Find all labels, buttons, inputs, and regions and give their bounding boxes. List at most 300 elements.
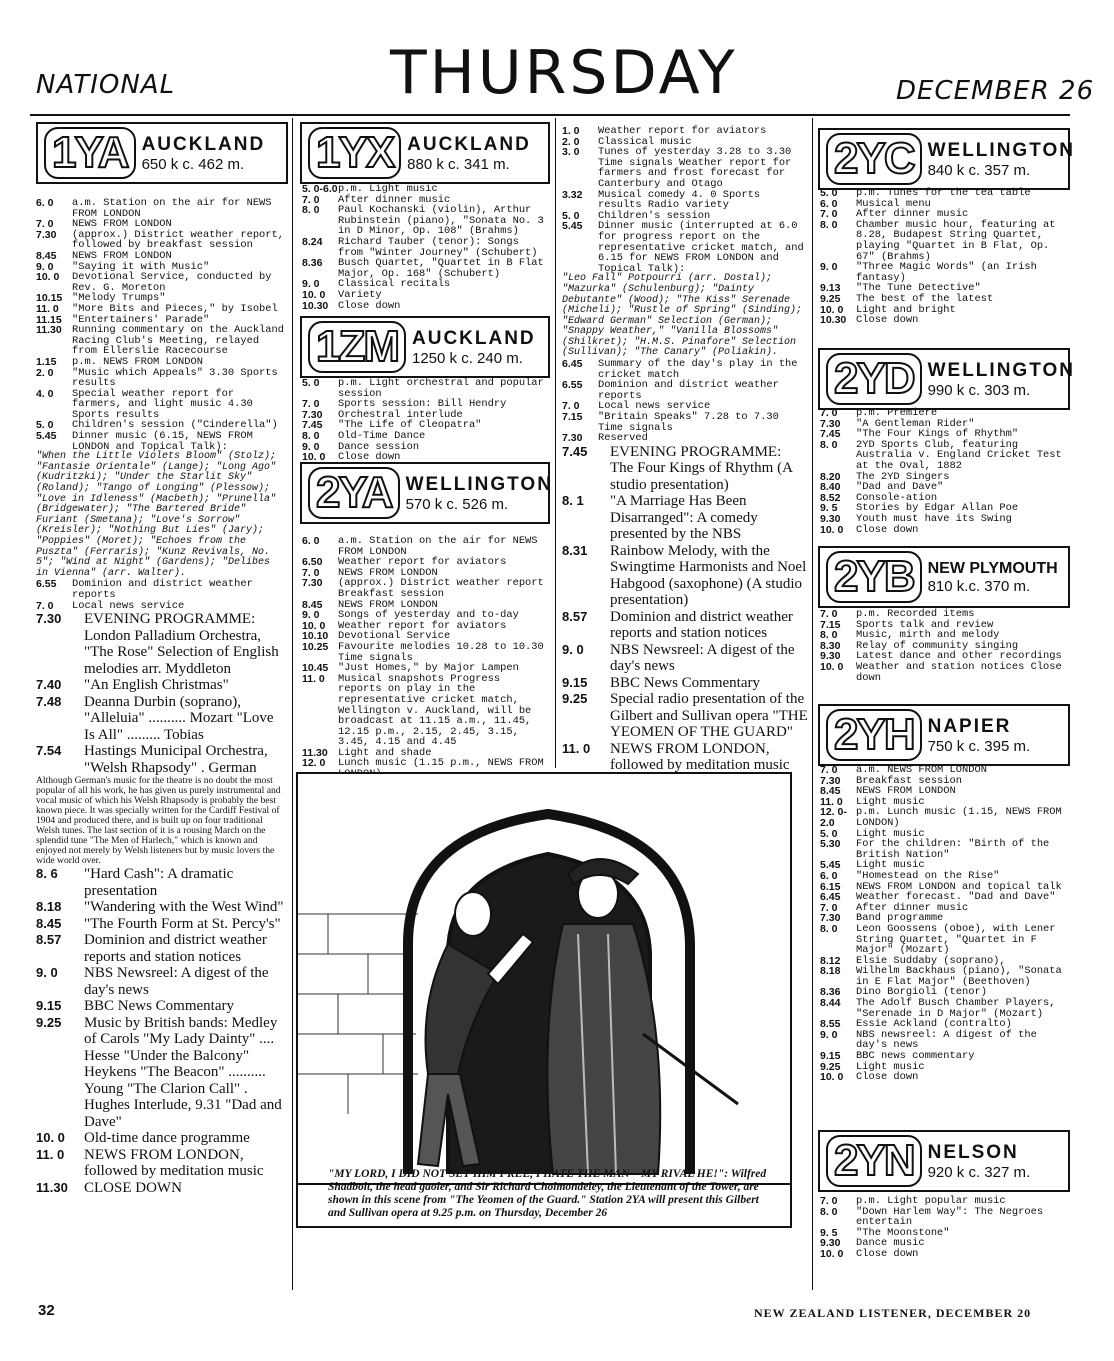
station-city: NEW PLYMOUTH	[927, 559, 1058, 577]
station-city: WELLINGTON	[927, 139, 1075, 161]
schedule-time: 9.15	[820, 1050, 841, 1063]
schedule-description: "The Tune Detective"	[856, 282, 981, 295]
column-divider	[292, 118, 293, 1290]
station-logo: 2YC	[826, 133, 922, 185]
schedule-item	[302, 290, 548, 301]
schedule-description: (approx.) District weather report, followed by breakfast session	[72, 228, 285, 252]
schedule-time: 9.15	[36, 998, 62, 1014]
schedule-item	[36, 325, 286, 357]
schedule-time: 7.30	[820, 912, 841, 925]
schedule-description: BBC News Commentary	[84, 998, 234, 1015]
schedule-item	[36, 611, 286, 677]
schedule-time: 8. 0	[820, 922, 838, 935]
schedule-time: 8. 0	[302, 204, 320, 217]
schedule-time: 8. 0	[820, 629, 838, 642]
schedule-description: "A Marriage Has Been Disarranged": A comedy presented by the NBS	[610, 493, 758, 543]
schedule-description: Dominion and district weather reports	[72, 578, 253, 601]
station-logo: 1ZM	[308, 321, 406, 373]
schedule-item	[820, 315, 1068, 326]
station-frequency: 810 k.c. 370 m.	[927, 577, 1031, 595]
schedule-description: "Homestead on the Rise"	[856, 869, 1000, 882]
schedule-description: Weather report for aviators	[338, 619, 507, 632]
schedule-time: 10. 0	[820, 523, 844, 536]
schedule-item	[562, 675, 808, 692]
schedule-time: 7.48	[36, 693, 62, 709]
schedule-item	[562, 147, 808, 189]
schedule-item	[36, 368, 286, 389]
schedule-time: 9. 5	[820, 1226, 838, 1239]
schedule-time: 12. 0-2.0	[820, 806, 847, 829]
note-paragraph: "Leo Fall" Potpourri (arr. Dostal); "Mazurka" (Schulenburg); "Dainty Debutante" (Wood); "The Kiss" Serenade (Micheli); "Rustle of Spring" (Sinding); "Edward German" Selection (German); "Snappy Weather," "Vanilla Blossoms" (Shilkret); "H.M.S. Pinafore" Selection (Sullivan); "The Canary" (Poliakin).	[562, 273, 803, 359]
schedule-description: "A Gentleman Rider"	[856, 417, 975, 430]
schedule-description: Dominion and district weather reports	[598, 379, 779, 402]
schedule-item	[562, 642, 808, 675]
schedule-description: Leon Goossens (oboe), with Lener String Quartet, "Quartet in F Major" (Mozart)	[856, 922, 1056, 957]
schedule-time: 9. 5	[820, 502, 838, 515]
schedule-time: 11. 0	[36, 302, 59, 315]
schedule-time: 8. 0	[302, 429, 320, 442]
schedule-item	[302, 578, 548, 599]
schedule-description: Weather and station notices Close down	[856, 660, 1062, 684]
note-paragraph: Although German's music for the theatre is no doubt the most popular of all his work, he has given us purely instrumental and vocal music of which his Welsh Rhapsody is probably the best known piece. It was specially written for the Cardiff Festival of 1904 and produced there, and is built up on four traditional Welsh tunes. The last section of it is a rousing March on the splendid tune "The Men of Harlech," which is known and enjoyed not merely by Welsh listeners but by music lovers the wide world over.	[36, 775, 281, 867]
station-2ya-schedule-continued	[562, 126, 808, 790]
schedule-description: Rainbow Melody, with the Swingtime Harmonists and Noel Habgood (saxophone) (A studio presentation)	[610, 542, 807, 609]
schedule-description: "The Life of Cleopatra"	[338, 419, 482, 432]
schedule-description: Children's session	[598, 209, 711, 222]
schedule-description: Close down	[338, 299, 401, 312]
schedule-time: 7. 0	[302, 193, 320, 206]
schedule-description: NEWS FROM LONDON, followed by meditation music	[610, 740, 790, 774]
station-city: AUCKLAND	[141, 133, 266, 155]
schedule-time: 7. 0	[820, 764, 838, 776]
station-2yh-header	[818, 704, 1070, 766]
schedule-item	[820, 514, 1068, 525]
schedule-item	[36, 998, 286, 1015]
schedule-description: Special weather report for farmers, and light music 4.30 Sports results	[72, 387, 253, 421]
schedule-description: After dinner music	[856, 208, 969, 221]
schedule-time: 9.30	[820, 1237, 841, 1250]
schedule-item	[820, 1207, 1068, 1228]
schedule-description: Weather forecast. "Dad and Dave"	[856, 891, 1056, 904]
schedule-item	[302, 642, 548, 663]
schedule-description: Console-ation	[856, 491, 938, 504]
schedule-description: NBS Newsreel: A digest of the day's news	[84, 965, 269, 998]
schedule-description: p.m. Light orchestral and popular session	[338, 377, 544, 400]
schedule-time: 10. 0	[820, 303, 844, 316]
schedule-description: Light music	[856, 827, 925, 840]
station-frequency: 840 k c. 357 m.	[927, 161, 1031, 179]
schedule-time: 7. 0	[820, 208, 838, 221]
station-2yc-header	[818, 128, 1075, 190]
schedule-time: 7.45	[820, 428, 841, 441]
schedule-time: 3. 0	[562, 146, 580, 159]
schedule-description: Dinner music (interrupted at 6.0 for progress report on the representative cricket match, and 6.15 for NEWS FROM LONDON and Topical Talk):	[598, 220, 804, 275]
schedule-time: 6.50	[302, 556, 323, 569]
station-2yh-schedule	[820, 765, 1068, 1083]
schedule-description: Tunes of yesterday 3.28 to 3.30 Time signals Weather report for farmers and frost forecast for Canterbury and Otago	[598, 146, 792, 190]
schedule-description: Elsie Suddaby (soprano),	[856, 954, 1006, 967]
schedule-time: 7.30	[36, 228, 57, 241]
schedule-time: 5.45	[562, 220, 583, 233]
schedule-time: 7. 0	[36, 218, 54, 231]
schedule-item	[562, 380, 808, 401]
schedule-time: 11. 0	[562, 740, 591, 756]
schedule-description: NEWS FROM LONDON	[856, 785, 956, 798]
schedule-description: NBS newsreel: A digest of the day's news	[856, 1028, 1037, 1052]
schedule-time: 10.15	[36, 292, 63, 305]
schedule-time: 10. 0	[302, 451, 326, 464]
schedule-time: 5. 0	[820, 827, 838, 840]
schedule-time: 7. 0	[820, 901, 838, 914]
station-city: AUCKLAND	[407, 133, 531, 155]
station-frequency: 650 k c. 462 m.	[141, 155, 245, 173]
schedule-time: 7.30	[302, 577, 323, 590]
schedule-item	[302, 258, 548, 279]
schedule-time: 10.45	[302, 662, 329, 675]
schedule-description: Dance music	[856, 1237, 925, 1250]
schedule-description: "The Four Kings of Rhythm"	[856, 428, 1019, 441]
schedule-item	[562, 609, 808, 642]
schedule-description: Dominion and district weather reports and station notices	[610, 608, 793, 642]
schedule-description: Deanna Durbin (soprano), "Alleluia" .......... Mozart "Love Is All" ......... Tobias	[84, 693, 274, 743]
schedule-time: 8.30	[820, 639, 841, 652]
schedule-description: a.m. Station on the air for NEWS FROM LONDON	[72, 197, 272, 220]
schedule-description: a.m. NEWS FROM LONDON	[856, 764, 987, 776]
column-divider	[812, 118, 813, 1290]
schedule-description: NEWS FROM LONDON	[338, 566, 438, 579]
schedule-item	[36, 198, 286, 219]
schedule-description: NEWS FROM LONDON and topical talk	[856, 880, 1062, 893]
schedule-time: 6.55	[36, 578, 57, 591]
schedule-time: 11. 0	[820, 795, 843, 808]
schedule-item	[820, 408, 1068, 419]
schedule-description: "An English Christmas"	[84, 677, 229, 694]
schedule-description: NEWS FROM LONDON, followed by meditation music	[84, 1146, 264, 1180]
schedule-time: 8. 1	[562, 493, 584, 509]
schedule-time: 8.31	[562, 542, 588, 558]
schedule-time: 5.30	[820, 838, 841, 851]
schedule-time: 12. 0	[302, 757, 326, 770]
schedule-item	[820, 1072, 1068, 1083]
schedule-description: Old-Time Dance	[338, 429, 426, 442]
schedule-item	[820, 839, 1068, 860]
schedule-time: 5.45	[820, 859, 841, 872]
schedule-item	[820, 220, 1068, 262]
schedule-description: p.m. Light popular music	[856, 1195, 1006, 1207]
schedule-description: After dinner music	[856, 901, 969, 914]
schedule-description: The 2YD Singers	[856, 470, 950, 483]
schedule-description: "Hard Cash": A dramatic presentation	[84, 866, 234, 899]
schedule-time: 7.30	[302, 408, 323, 421]
schedule-description: Breakfast session	[856, 774, 963, 787]
schedule-item	[562, 190, 808, 211]
header-rule	[30, 114, 1070, 116]
schedule-time: 7.30	[820, 417, 841, 430]
station-frequency: 750 k c. 395 m.	[927, 737, 1031, 755]
schedule-time: 7.45	[302, 419, 323, 432]
schedule-item	[820, 1249, 1068, 1260]
schedule-item	[36, 899, 286, 916]
schedule-description: "Wandering with the West Wind"	[84, 899, 284, 916]
schedule-time: 6. 0	[820, 197, 838, 210]
schedule-time: 9.25	[820, 1060, 841, 1073]
station-2yn-schedule	[820, 1196, 1068, 1260]
schedule-time: 8.57	[562, 608, 588, 624]
schedule-time: 7. 0	[562, 400, 580, 413]
schedule-time: 10. 0	[36, 1130, 65, 1146]
schedule-description: Lunch music (1.15 p.m., NEWS FROM	[338, 757, 544, 770]
schedule-description: Dance session	[338, 440, 420, 453]
schedule-description: Youth must have its Swing	[856, 512, 1012, 525]
station-frequency: 570 k c. 526 m.	[405, 495, 509, 513]
schedule-description: Busch Quartet, "Quartet in B Flat Major, Op. 168" (Schubert)	[338, 257, 544, 280]
schedule-description: "Just Homes," by Major Lampen	[338, 662, 519, 675]
schedule-description: Latest dance and other recordings	[856, 650, 1062, 663]
schedule-item	[36, 357, 286, 368]
schedule-time: 10. 0	[820, 1071, 844, 1084]
schedule-description: 2YD Sports Club, featuring Australia v. England Cricket Test at the Oval, 1882	[856, 438, 1062, 472]
schedule-item	[820, 1196, 1068, 1207]
schedule-item	[302, 205, 548, 237]
publication-footer: NEW ZEALAND LISTENER, DECEMBER 20	[754, 1306, 1032, 1320]
schedule-description: Light music	[856, 1060, 925, 1073]
schedule-item	[562, 741, 808, 774]
schedule-time: 9. 0	[36, 965, 58, 981]
schedule-time: 9.30	[820, 512, 841, 525]
schedule-item	[820, 188, 1068, 199]
schedule-time: 10.30	[820, 314, 847, 327]
station-2yb-header	[818, 546, 1070, 608]
schedule-description: Variety	[338, 288, 382, 301]
station-1zm-header	[300, 316, 550, 378]
schedule-description: "Melody Trumps"	[72, 292, 166, 305]
schedule-item	[562, 493, 808, 543]
schedule-item	[36, 694, 286, 744]
opera-scene-illustration	[298, 774, 790, 1226]
schedule-time: 9.25	[562, 691, 588, 707]
schedule-item	[36, 743, 286, 776]
note-paragraph: "When the Little Violets Bloom" (Stolz); "Fantasie Orientale" (Lange); "Long Ago" (Kudritzki); "Under the Starlit Sky" (Roland); "Tango of Longing" (Plessow); "Love in Idleness" (Macbeth); "Prunella" (Bridgewater); "The Bartered Bride" Furiant (Smetana); "Love's Sorrow" (Kreisler); "Nothing But Lies" (Jary); "Poppies" (Moret); "Echoes from the Puszta" (Ferraris); "Kunz Revivals, No. 5"; "Wind at Night" (Gardens); "Delibes in Vienna" (arr. Walter).	[36, 451, 277, 579]
station-city: WELLINGTON	[927, 359, 1075, 381]
station-frequency: 880 k c. 341 m.	[407, 155, 510, 173]
schedule-description: Band programme	[856, 912, 944, 925]
schedule-time: 8.57	[36, 932, 62, 948]
schedule-item	[820, 765, 1068, 776]
schedule-time: 7.54	[36, 743, 62, 759]
schedule-description: Songs of yesterday and to-day	[338, 609, 519, 622]
schedule-item	[302, 378, 548, 399]
schedule-time: 8. 0	[820, 438, 838, 451]
column-divider	[555, 118, 556, 768]
schedule-time: 10. 0	[36, 271, 60, 284]
schedule-item	[562, 126, 808, 137]
schedule-description: Orchestral interlude	[338, 408, 463, 421]
schedule-item	[36, 932, 286, 965]
schedule-time: 6.55	[562, 379, 583, 392]
schedule-description: Dominion and district weather reports and station notices	[84, 932, 267, 965]
schedule-description: Local news service	[598, 400, 711, 413]
schedule-description: Weather report for aviators	[338, 556, 507, 569]
schedule-item	[36, 1147, 286, 1180]
schedule-description: Sports talk and review	[856, 618, 994, 631]
schedule-item	[562, 433, 808, 444]
region-label: NATIONAL	[36, 70, 176, 100]
schedule-description: "The Fourth Form at St. Percy's"	[84, 915, 281, 932]
schedule-time: 9. 0	[302, 440, 320, 453]
schedule-time: 8.24	[302, 235, 323, 248]
station-2ya-schedule	[302, 536, 548, 780]
station-2yd-header	[818, 348, 1075, 410]
schedule-description: Musical snapshots Progress reports on play in the representative cricket match, Wellington v. Auckland, will be broadcast at 11.15 a.m., 11.45, 12.15 p.m., 2.15, 2.45, 3.15, 3.45, 4.15 and 4.45	[338, 672, 532, 749]
schedule-description: Devotional Service, conducted by Rev. G. Moreton	[72, 271, 272, 294]
schedule-time: 5. 0-6.0	[302, 183, 338, 195]
schedule-item	[820, 807, 1068, 828]
schedule-time: 7. 0	[820, 407, 838, 419]
schedule-description: NBS Newsreel: A digest of the day's news	[610, 641, 795, 675]
schedule-item	[820, 440, 1068, 472]
schedule-time: 8.45	[36, 915, 62, 931]
schedule-time: 8. 0	[820, 1205, 838, 1218]
station-logo: 1YA	[44, 127, 136, 179]
station-city: NELSON	[927, 1141, 1019, 1163]
schedule-time: 7.45	[562, 443, 588, 459]
schedule-time: 8.55	[820, 1018, 841, 1031]
schedule-description: Light and bright	[856, 303, 956, 316]
schedule-time: 8.36	[302, 257, 323, 270]
schedule-time: 8.36	[820, 986, 841, 999]
schedule-description: "The Moonstone"	[856, 1226, 950, 1239]
schedule-item	[562, 359, 808, 380]
schedule-time: 8.12	[820, 954, 841, 967]
station-logo: 2YA	[308, 467, 400, 519]
station-logo: 2YB	[826, 551, 922, 603]
schedule-description: For the children: "Birth of the British Nation"	[856, 838, 1050, 861]
schedule-description: Summary of the day's play in the cricket match	[598, 358, 798, 381]
schedule-time: 10. 0	[820, 1247, 844, 1260]
schedule-description: Wilhelm Backhaus (piano), "Sonata in E Flat Major" (Beethoven)	[856, 965, 1062, 988]
schedule-item	[36, 601, 286, 612]
page-title: THURSDAY	[390, 38, 738, 108]
schedule-description: Close down	[856, 1071, 919, 1084]
schedule-time: 9.15	[562, 674, 588, 690]
schedule-item	[36, 916, 286, 933]
schedule-time: 7.15	[820, 618, 841, 631]
schedule-item	[36, 272, 286, 293]
schedule-description: Devotional Service	[338, 630, 451, 643]
station-city: AUCKLAND	[412, 327, 536, 349]
schedule-time: 6.45	[562, 358, 583, 371]
schedule-description: NEWS FROM LONDON	[72, 249, 172, 262]
station-logo: 2YN	[826, 1135, 922, 1187]
schedule-time: 8.18	[36, 899, 62, 915]
schedule-description: "Three Magic Words" (an Irish fantasy)	[856, 261, 1037, 284]
schedule-time: 10.25	[302, 640, 329, 653]
schedule-description: Close down	[856, 1247, 919, 1260]
schedule-item	[562, 221, 808, 274]
schedule-description: "Music which Appeals" 3.30 Sports results	[72, 366, 278, 390]
schedule-time: 8.40	[820, 481, 841, 494]
schedule-description: Musical menu	[856, 197, 931, 210]
schedule-time: 8.44	[820, 997, 841, 1010]
schedule-time: 5.45	[36, 430, 57, 443]
schedule-item	[36, 304, 286, 315]
schedule-item	[820, 294, 1068, 305]
schedule-time: 5. 0	[820, 187, 838, 199]
station-2yd-schedule	[820, 408, 1068, 535]
schedule-description: a.m. Station on the air for NEWS FROM LONDON	[338, 535, 538, 558]
schedule-item	[820, 662, 1068, 683]
schedule-description: "Dad and Dave"	[856, 481, 944, 494]
schedule-time: 5. 0	[302, 377, 320, 389]
schedule-item	[36, 431, 286, 452]
schedule-description: Relay of community singing	[856, 639, 1019, 652]
schedule-time: 6. 0	[820, 869, 838, 882]
station-2yb-schedule	[820, 609, 1068, 683]
schedule-time: 11.30	[36, 324, 62, 337]
schedule-time: 7. 0	[36, 599, 54, 612]
schedule-time: 8.18	[820, 965, 841, 978]
schedule-time: 10. 0	[302, 288, 326, 301]
schedule-item	[36, 1130, 286, 1147]
schedule-item	[302, 301, 548, 312]
schedule-description: p.m. Tunes for the tea table	[856, 187, 1031, 199]
schedule-time: 11.15	[36, 313, 62, 326]
schedule-time: 9. 0	[820, 261, 838, 274]
schedule-time: 8.20	[820, 470, 841, 483]
schedule-time: 11. 0	[302, 672, 325, 685]
schedule-item	[302, 184, 548, 195]
schedule-item	[562, 543, 808, 609]
schedule-time: 8.45	[36, 249, 57, 262]
station-1ya-schedule	[36, 198, 286, 1196]
schedule-time: 8.52	[820, 491, 841, 504]
schedule-time: 2. 0	[562, 135, 580, 148]
schedule-description: Close down	[856, 314, 919, 327]
schedule-item	[820, 525, 1068, 536]
schedule-time: 5. 0	[36, 419, 54, 432]
schedule-description: Music, mirth and melody	[856, 629, 1000, 642]
schedule-description: p.m. Recorded items	[856, 608, 975, 620]
schedule-description: Richard Tauber (tenor): Songs from "Winter Journey" (Schubert)	[338, 235, 538, 259]
schedule-description: Light music	[856, 795, 925, 808]
schedule-description: Favourite melodies 10.28 to 10.30 Time signals	[338, 640, 544, 664]
schedule-description: Light and shade	[338, 746, 432, 759]
schedule-time: 9.13	[820, 282, 841, 295]
schedule-time: 10. 0	[820, 660, 844, 673]
schedule-description: "Saying it with Music"	[72, 260, 210, 273]
schedule-description: p.m. Premiere	[856, 407, 938, 419]
schedule-time: 11. 0	[36, 1146, 65, 1162]
schedule-description: Close down	[856, 523, 919, 536]
schedule-description: "Down Harlem Way": The Negroes entertain	[856, 1205, 1044, 1229]
date-label: DECEMBER 26	[896, 76, 1095, 106]
schedule-description: The Adolf Busch Chamber Players, "Serenade in D Major" (Mozart)	[856, 997, 1056, 1020]
schedule-time: 1. 0	[562, 125, 580, 137]
schedule-description: After dinner music	[338, 193, 451, 206]
schedule-time: 9.25	[820, 292, 841, 305]
schedule-item	[820, 609, 1068, 620]
schedule-description: BBC news commentary	[856, 1050, 975, 1063]
station-2yc-schedule	[820, 188, 1068, 326]
schedule-time: 6.15	[820, 880, 841, 893]
schedule-time: 3.32	[562, 188, 583, 201]
schedule-item	[820, 924, 1068, 956]
schedule-description: Music by British bands: Medley of Carols "My Lady Dainty" .... Hesse "Under the Balcony" Heykens "The Beacon" .......... Young "The Clarion Call" . Hughes Interlude, 9.31 "Dad and Dave"	[84, 1014, 282, 1130]
schedule-description: Classical music	[598, 135, 692, 148]
schedule-description: Light music	[856, 859, 925, 872]
schedule-description: Local news service	[72, 599, 185, 612]
schedule-description: Reserved	[598, 432, 648, 445]
